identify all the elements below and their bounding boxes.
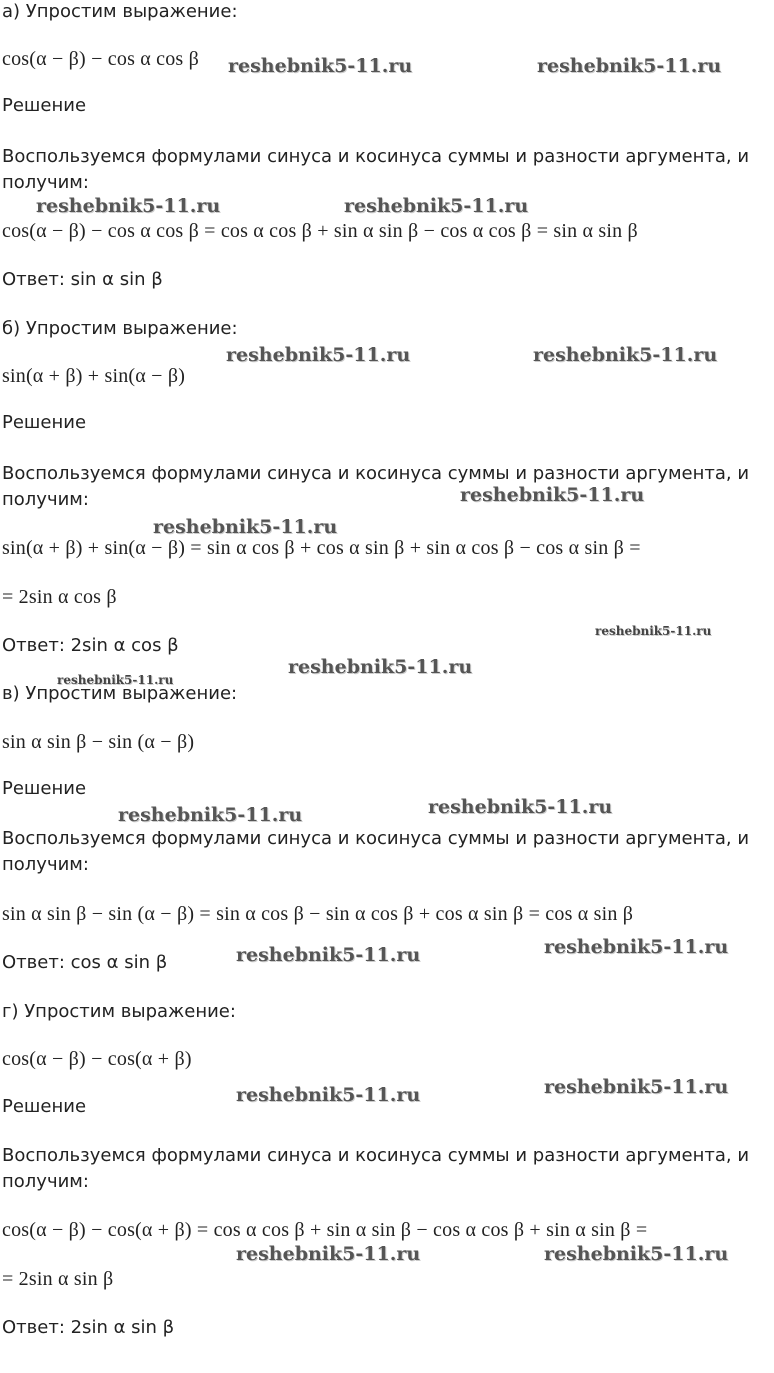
watermark: reshebnik5-11.ru (228, 55, 413, 77)
watermark: reshebnik5-11.ru (288, 656, 473, 678)
section-b-heading: б) Упростим выражение: (2, 318, 238, 339)
watermark: reshebnik5-11.ru (36, 195, 221, 217)
section-a-answer: Ответ: sin α sin β (2, 269, 163, 290)
section-v-intro-line-2: получим: (2, 854, 89, 875)
section-v-answer: Ответ: cos α sin β (2, 952, 168, 973)
section-g-intro-line-2: получим: (2, 1171, 89, 1192)
watermark: reshebnik5-11.ru (537, 55, 722, 77)
section-b-intro-line-1: Воспользуемся формулами синуса и косинуса суммы и разности аргумента, и (2, 463, 750, 484)
section-a-expression: cos(α − β) − cos α cos β (2, 48, 199, 70)
section-b-expression: sin(α + β) + sin(α − β) (2, 365, 186, 387)
watermark: reshebnik5-11.ru (544, 936, 729, 958)
section-b-solution-label: Решение (2, 412, 87, 433)
section-v-expression: sin α sin β − sin (α − β) (2, 731, 195, 753)
watermark: reshebnik5-11.ru (226, 344, 411, 366)
watermark: reshebnik5-11.ru (236, 944, 421, 966)
watermark: reshebnik5-11.ru (236, 1243, 421, 1265)
watermark: reshebnik5-11.ru (344, 195, 529, 217)
watermark: reshebnik5-11.ru (544, 1243, 729, 1265)
watermark: reshebnik5-11.ru (460, 484, 645, 506)
section-g-intro-line-1: Воспользуемся формулами синуса и косинуса суммы и разности аргумента, и (2, 1145, 750, 1166)
watermark: reshebnik5-11.ru (236, 1084, 421, 1106)
section-a-intro-line-2: получим: (2, 172, 89, 193)
section-b-work-line-1: sin(α + β) + sin(α − β) = sin α cos β + cos α sin β + sin α cos β − cos α sin β = (2, 537, 641, 559)
section-b-answer: Ответ: 2sin α cos β (2, 635, 179, 656)
section-a-heading: а) Упростим выражение: (2, 1, 238, 22)
watermark: reshebnik5-11.ru (595, 624, 712, 638)
section-v-work: sin α sin β − sin (α − β) = sin α cos β − sin α cos β + cos α sin β = cos α sin β (2, 903, 634, 925)
section-g-heading: г) Упростим выражение: (2, 1001, 236, 1022)
section-v-solution-label: Решение (2, 778, 87, 799)
section-a-solution-label: Решение (2, 95, 87, 116)
section-g-work-line-1: cos(α − β) − cos(α + β) = cos α cos β + sin α sin β − cos α cos β + sin α sin β = (2, 1219, 648, 1241)
watermark: reshebnik5-11.ru (544, 1076, 729, 1098)
section-v-intro-line-1: Воспользуемся формулами синуса и косинуса суммы и разности аргумента, и (2, 828, 750, 849)
watermark: reshebnik5-11.ru (533, 344, 718, 366)
section-g-work-line-2: = 2sin α sin β (2, 1268, 114, 1290)
section-v-heading: в) Упростим выражение: (2, 683, 238, 704)
section-a-work: cos(α − β) − cos α cos β = cos α cos β + sin α sin β − cos α cos β = sin α sin β (2, 220, 638, 242)
section-a-intro-line-1: Воспользуемся формулами синуса и косинуса суммы и разности аргумента, и (2, 146, 750, 167)
watermark: reshebnik5-11.ru (153, 516, 338, 538)
section-b-work-line-2: = 2sin α cos β (2, 586, 117, 608)
section-g-solution-label: Решение (2, 1096, 87, 1117)
section-b-intro-line-2: получим: (2, 489, 89, 510)
section-g-expression: cos(α − β) − cos(α + β) (2, 1048, 192, 1070)
watermark: reshebnik5-11.ru (57, 673, 174, 687)
section-g-answer: Ответ: 2sin α sin β (2, 1317, 175, 1338)
watermark: reshebnik5-11.ru (428, 796, 613, 818)
watermark: reshebnik5-11.ru (118, 804, 303, 826)
